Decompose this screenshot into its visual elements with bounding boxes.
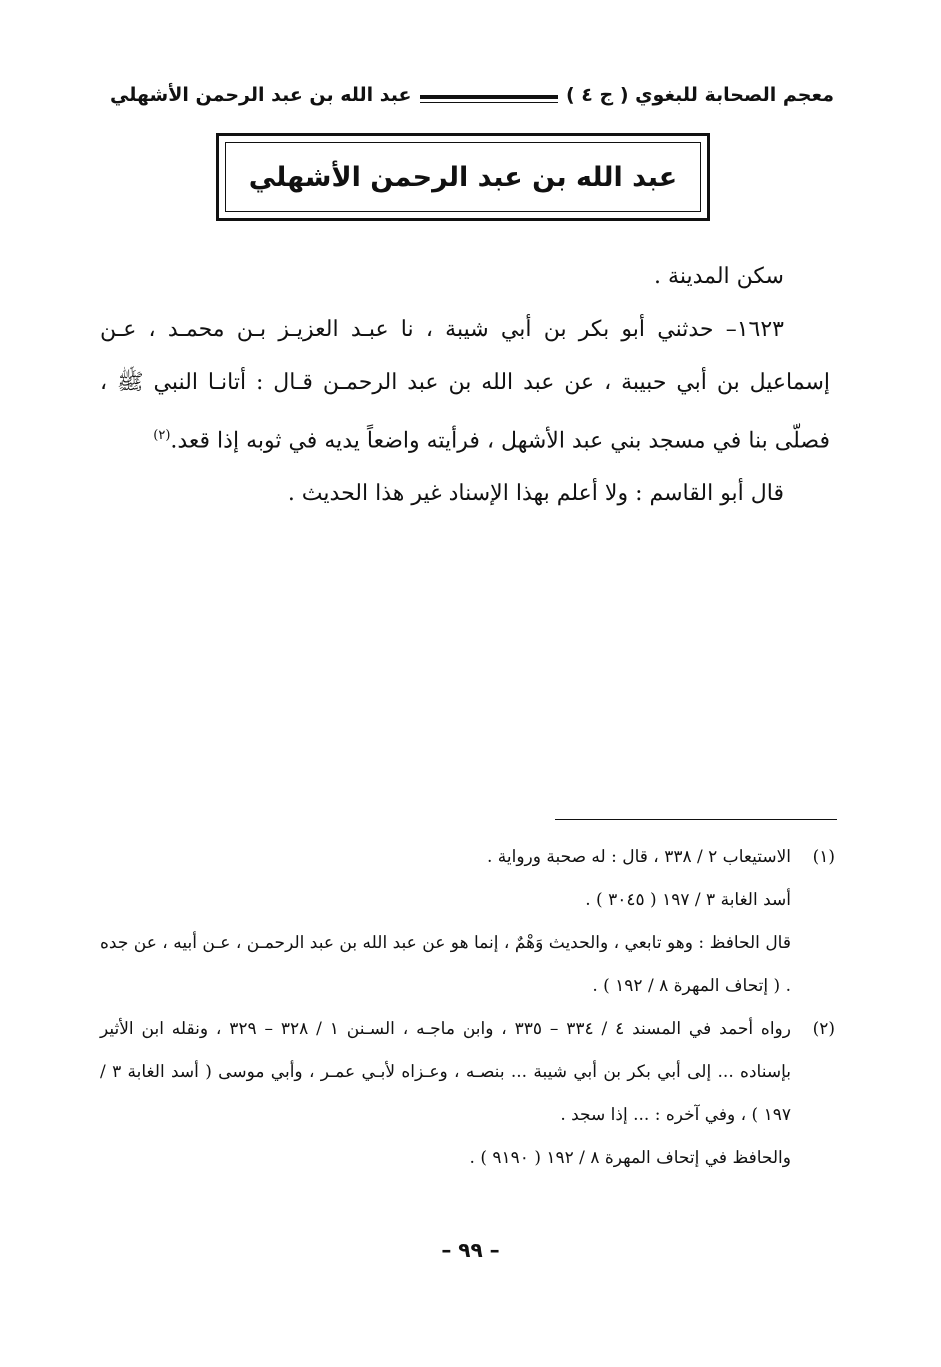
paragraph-hadith [100,303,830,467]
footnote-1 [100,836,835,1008]
footnote-body [100,1008,791,1180]
footnote-number: (٢) [812,1019,835,1039]
footnote-2 [100,1008,835,1180]
header-section-title: عبد الله بن عبد الرحمن الأشهلي [110,84,412,106]
footnote-number: (١) [812,847,835,867]
main-text [100,250,830,520]
paragraph-residence: سكن المدينة . [654,264,784,289]
footnote-line: قال الحافظ : وهو تابعي ، والحديث وَهْمٌ ، إنما هو عن عبد الله بن عبد الرحمـن ، عـن أبيه ، عن جده . ( إتحاف المهرة ٨ / ١٩٢ ) . [100,933,791,996]
title-box [216,133,710,221]
footnote-body [100,836,791,1008]
footnote-line: والحافظ في إتحاف المهرة ٨ / ١٩٢ ( ٩١٩٠ ) . [469,1148,791,1168]
footnote-line: الاستيعاب ٢ / ٣٣٨ ، قال : له صحبة ورواية . [486,847,791,867]
hadith-text: ١٦٢٣– حدثني أبو بكر بن أبي شيبة ، نا عبـد العزيـز بـن محمـد ، عـن إسماعيل بن أبي حبيبة ، عن عبد الله بن عبد الرحمـن قـال : أتانـا النبي ﷺ ، فصلّى بنا في مسجد بني عبد الأشهل ، فرأيته واضعاً يديه في ثوبه إذا قعد. [100,317,830,454]
running-header [110,78,834,112]
page-number: – ٩٩ – [441,1238,500,1262]
header-rule [420,95,558,99]
footnote-separator [555,819,837,820]
footnote-line: رواه أحمد في المسند ٤ / ٣٣٤ – ٣٣٥ ، وابن ماجـه ، السـنن ١ / ٣٢٨ – ٣٢٩ ، ونقله ابن الأثير بإسناده ... إلى أبي بكر بن أبي شيبة ... بنصـه ، وعـزاه لأبـي عمـر ، وأبي موسى ( أسد الغابة ٣ / ١٩٧ ) ، وفي آخره : ... إذا سجد . [100,1019,791,1125]
footnote-reference: (٢) [153,428,171,443]
page-title: عبد الله بن عبد الرحمن الأشهلي [248,161,678,193]
footnote-line: أسد الغابة ٣ / ١٩٧ ( ٣٠٤٥ ) . [585,890,791,910]
footnotes [100,836,835,1180]
header-book-title: معجم الصحابة للبغوي ( ج ٤ ) [565,84,834,106]
paragraph-comment: قال أبو القاسم : ولا أعلم بهذا الإسناد غير هذا الحديث . [287,481,784,507]
